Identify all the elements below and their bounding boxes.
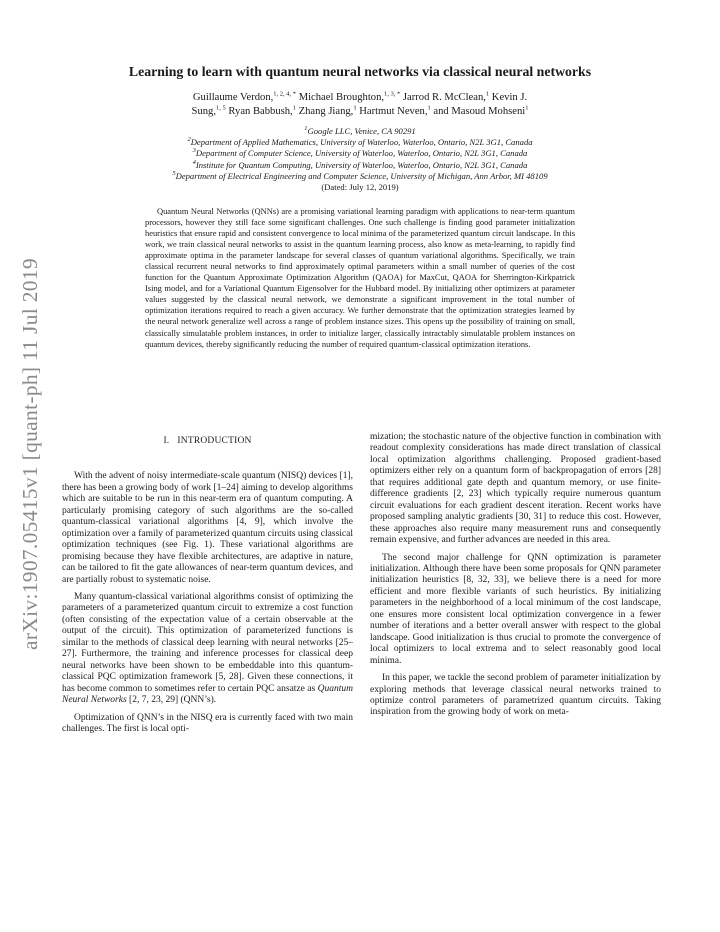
body-paragraph: With the advent of noisy intermediate-scale quantum (NISQ) devices [1], there has been a growing body of work [1–24] aiming to develop algorithms which are suitable to be run in this near-term era of quantum computing. A particularly promising category of such algorithms are the so-called quantum-classical variational algorithms [4, 9], which involve the optimization over a family of parameterized quantum circuits using classical optimization techniques (see Fig. 1). These variational algorithms are promising because they have flexible architectures, are adaptive in nature, can be tailored to fit the gate allowances of near-term quantum devices, and are partially robust to systematic noise. bbox=[62, 471, 353, 585]
affiliation-line bbox=[90, 171, 630, 182]
paragraph-text: [2, 7, 23, 29] (QNN’s). bbox=[126, 695, 217, 706]
author-affil-sup: 1, 3, * bbox=[384, 90, 401, 98]
author-name: Ryan Babbush, bbox=[225, 106, 293, 117]
affiliation-line bbox=[90, 160, 630, 171]
affil-sup: 5 bbox=[172, 169, 176, 177]
author-name: and Masoud Mohseni bbox=[430, 106, 526, 117]
author-affil-sup: 1 bbox=[292, 104, 296, 112]
affil-sup: 1 bbox=[304, 125, 308, 133]
arxiv-identifier-stamp: arXiv:1907.05415v1 [quant-ph] 11 Jul 2019 bbox=[18, 258, 42, 650]
affil-text: Department of Computer Science, University of Waterloo, Waterloo, Ontario, N2L 3G1, Canada bbox=[195, 148, 528, 159]
left-column bbox=[62, 432, 353, 735]
author-name: Michael Broughton, bbox=[296, 92, 385, 103]
author-list bbox=[120, 91, 600, 119]
section-heading bbox=[62, 436, 353, 447]
affiliation-line bbox=[90, 148, 630, 159]
affil-text: Department of Applied Mathematics, University of Waterloo, Waterloo, Ontario, N2L 3G1, Canada bbox=[190, 137, 533, 148]
author-name: Zhang Jiang, bbox=[295, 106, 354, 117]
affiliation-line bbox=[90, 137, 630, 148]
paper-title: Learning to learn with quantum neural networks via classical neural networks bbox=[128, 64, 592, 79]
affiliation-line bbox=[90, 126, 630, 137]
author-line-2 bbox=[120, 105, 600, 119]
author-line-1 bbox=[120, 91, 600, 105]
author-affil-sup: 1 bbox=[485, 90, 490, 98]
italic-term: Quantum Neural Networks bbox=[62, 683, 353, 706]
author-name: Sung, bbox=[191, 106, 216, 117]
section-title: INTRODUCTION bbox=[177, 436, 252, 446]
section-number: I. bbox=[163, 436, 170, 446]
affil-text: Institute for Quantum Computing, University of Waterloo, Waterloo, Ontario, N2L 3G1, Canada bbox=[195, 159, 528, 170]
affil-text: Google LLC, Venice, CA 90291 bbox=[307, 126, 416, 136]
body-paragraph: The second major challenge for QNN optimization is parameter initialization. Although there have been some proposals for QNN parameter initialization heuristics [8, 32, 33], we believe there is a need for more efficient and more flexible variants of such heuristics. By initializing parameters in the neighborhood of a local minimum of the cost landscape, one ensures more consistent local optimization convergence in a fewer number of iterations and a better overall answer with respect to the global landscape. Good initialization is thus crucial to promote the convergence of local optimizers to local extrema and to select reasonably good local minima. bbox=[370, 552, 661, 666]
dated-line: (Dated: July 12, 2019) bbox=[321, 182, 399, 193]
author-affil-sup: 1 bbox=[353, 104, 357, 112]
author-affil-sup: 1, 5 bbox=[215, 104, 226, 112]
author-affil-sup: 1 bbox=[427, 104, 431, 112]
affiliation-list bbox=[90, 126, 630, 193]
body-paragraph: Optimization of QNN’s in the NISQ era is currently faced with two main challenges. The first is local opti- bbox=[62, 712, 353, 734]
author-name: Kevin J. bbox=[489, 92, 528, 103]
affil-text: Department of Electrical Engineering and Computer Science, University of Michigan, Ann Arbor, MI 48109 bbox=[175, 170, 548, 181]
right-column bbox=[370, 432, 661, 719]
body-paragraph: mization; the stochastic nature of the objective function in combination with readout complexity considerations has made direct translation of classical local optimization algorithms challenging. Proposed gradient-based optimizers either rely on a quantum form of backpropagation of errors [28] that requires additional gate depth and quantum memory, or use finite-difference gradients [2, 23] which typically require numerous quantum circuit evaluations for each gradient descent iteration. Recent works have proposed sampling analytic gradients [30, 31] to reduce this cost. However, these approaches also require many measurement runs and consequently remain expensive, and further advances are needed in this area. bbox=[370, 432, 661, 546]
body-paragraph bbox=[62, 592, 353, 707]
author-affil-sup: 1, 2, 4, * bbox=[273, 90, 297, 98]
affil-sup: 2 bbox=[187, 136, 191, 144]
author-name: Jarrod R. McClean, bbox=[400, 92, 486, 103]
abstract: Quantum Neural Networks (QNNs) are a promising variational learning paradigm with applications to near-term quantum processors, however they still face some significant challenges. One such challenge is finding good parameter initialization heuristics that ensure rapid and consistent convergence to local minima of the parameterized quantum circuit landscape. In this work, we train classical neural networks to assist in the quantum learning process, also know as meta-learning, to rapidly find approximate optima in the parameter landscape for several classes of quantum variational algorithms. Specifically, we train classical recurrent neural networks to find approximately optimal parameters within a small number of queries of the cost function for the Quantum Approximate Optimization Algorithm (QAOA) for MaxCut, QAOA for Sherrington-Kirkpatrick Ising model, and for a Variational Quantum Eigensolver for the Hubbard model. By initializing other optimizers at parameter values suggested by the classical neural network, we demonstrate a significant improvement in the total number of optimization iterations required to reach a given accuracy. We further demonstrate that the optimization strategies learned by the neural network generalize well across a range of problem instance sizes. This opens up the possibility of training on small, classically simulatable problem instances, in order to initialize larger, classically intractably simulatable problem instances on quantum devices, thereby significantly reducing the number of required quantum-classical optimization iterations. bbox=[145, 206, 575, 349]
affil-sup: 4 bbox=[192, 158, 196, 166]
body-paragraph: In this paper, we tackle the second problem of parameter initialization by exploring methods that leverage classical neural networks trained to optimize control parameters of parametrized quantum circuits. Taking inspiration from the growing body of work on meta- bbox=[370, 673, 661, 718]
author-affil-sup: 1 bbox=[525, 104, 529, 112]
author-name: Hartmut Neven, bbox=[356, 106, 428, 117]
author-name: Guillaume Verdon, bbox=[192, 92, 274, 103]
affil-sup: 3 bbox=[192, 147, 196, 155]
paragraph-text: Many quantum-classical variational algorithms consist of optimizing the parameters of a parameterized quantum circuit to extremize a cost function (often consisting of the expectation value of a certain observable at the output of the circuit). This optimization of parameterized functions is similar to the methods of classical deep learning with neural networks [25–27]. Furthermore, the training and inference processes for classical deep neural networks have been shown to be embeddable into this quantum-classical PQC optimization framework [5, 28]. Given these connections, it has become common to sometimes refer to certain PQC ansatze as bbox=[62, 591, 353, 694]
